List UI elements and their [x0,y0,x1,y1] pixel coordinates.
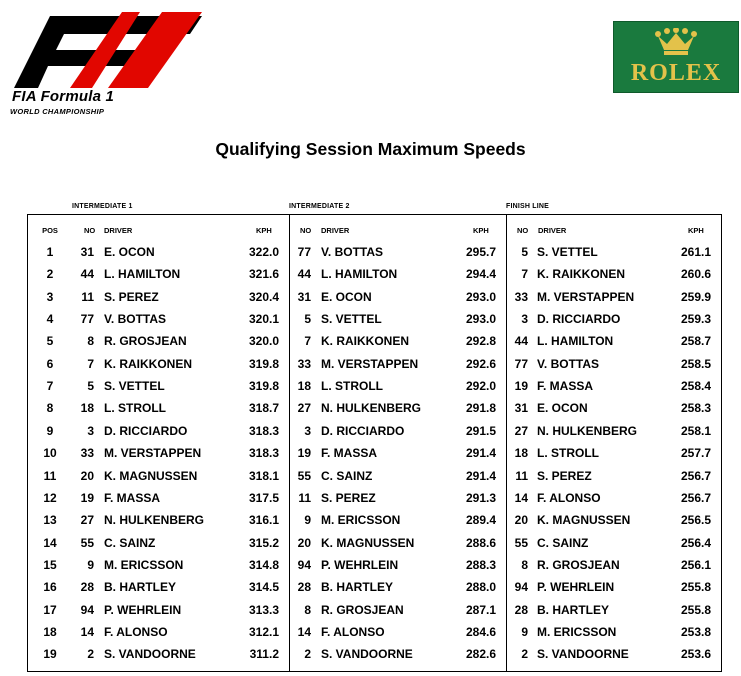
row-car-number: 7 [521,267,528,281]
row-kph: 317.5 [248,491,279,505]
row-driver: D. RICCIARDO [537,312,621,326]
row-kph: 282.6 [465,647,496,661]
row-car-number: 77 [514,357,528,371]
row-kph: 260.6 [680,267,711,281]
row-kph: 319.8 [248,379,279,393]
row-kph: 295.7 [465,245,496,259]
row-car-number: 11 [298,491,311,505]
row-driver: E. OCON [537,401,588,415]
row-driver: N. HULKENBERG [537,424,638,438]
row-car-number: 20 [297,536,311,550]
row-car-number: 5 [521,245,528,259]
header-driver-3: DRIVER [538,226,567,235]
row-driver: B. HARTLEY [321,580,393,594]
row-driver: N. HULKENBERG [321,401,422,415]
row-driver: F. MASSA [537,379,594,393]
row-driver: M. ERICSSON [537,625,617,639]
row-driver: K. MAGNUSSEN [321,536,415,550]
row-car-number: 8 [521,558,528,572]
row-kph: 255.8 [680,603,711,617]
row-position: 15 [43,558,57,572]
row-kph: 292.6 [465,357,496,371]
row-driver: F. MASSA [321,446,378,460]
row-car-number: 11 [81,290,94,304]
row-kph: 316.1 [248,513,279,527]
row-position: 9 [46,424,54,438]
row-position: 1 [46,245,54,259]
row-driver: S. PEREZ [321,491,376,505]
crown-icon [654,28,698,56]
table-divider-2 [506,214,507,671]
row-car-number: 11 [515,469,528,483]
row-driver: R. GROSJEAN [537,558,620,572]
row-kph: 318.3 [248,446,279,460]
f1-subtitle: WORLD CHAMPIONSHIP [10,107,105,116]
row-driver: L. HAMILTON [104,267,181,281]
row-car-number: 31 [297,290,311,304]
row-car-number: 8 [304,603,311,617]
row-kph: 293.0 [465,312,496,326]
row-kph: 258.1 [680,424,711,438]
row-kph: 256.5 [680,513,711,527]
row-driver: S. VETTEL [537,245,598,259]
header-kph-3: KPH [688,226,704,235]
row-kph: 258.5 [680,357,711,371]
row-car-number: 33 [514,290,528,304]
row-car-number: 28 [297,580,311,594]
row-car-number: 27 [514,424,528,438]
row-kph: 314.5 [248,580,279,594]
row-driver: P. WEHRLEIN [104,603,182,617]
row-kph: 258.7 [680,334,711,348]
row-car-number: 3 [87,424,94,438]
row-kph: 312.1 [248,625,279,639]
row-driver: L. HAMILTON [537,334,614,348]
row-kph: 291.8 [465,401,496,415]
row-kph: 288.3 [465,558,496,572]
row-driver: S. VANDOORNE [537,647,629,661]
row-driver: S. PEREZ [104,290,159,304]
row-car-number: 9 [521,625,528,639]
row-kph: 291.3 [465,491,496,505]
section-label-intermediate-2: INTERMEDIATE 2 [289,203,350,210]
row-car-number: 55 [297,469,311,483]
row-car-number: 9 [304,513,311,527]
row-car-number: 28 [80,580,94,594]
row-driver: D. RICCIARDO [321,424,405,438]
row-car-number: 14 [514,491,528,505]
row-car-number: 94 [80,603,94,617]
row-car-number: 14 [297,625,311,639]
row-driver: L. STROLL [104,401,166,415]
row-car-number: 77 [297,245,311,259]
row-kph: 320.4 [248,290,279,304]
header-no-1: NO [84,226,96,235]
row-car-number: 19 [297,446,311,460]
row-car-number: 28 [514,603,528,617]
row-driver: N. HULKENBERG [104,513,205,527]
row-driver: K. RAIKKONEN [537,267,626,281]
row-position: 7 [46,379,54,393]
f1-logo [8,12,198,116]
row-driver: S. VANDOORNE [104,647,196,661]
row-car-number: 77 [80,312,94,326]
row-position: 14 [43,536,57,550]
rolex-wordmark: ROLEX [630,60,722,86]
row-kph: 318.3 [248,424,279,438]
section-label-intermediate-1: INTERMEDIATE 1 [72,203,133,210]
row-car-number: 20 [80,469,94,483]
row-position: 16 [43,580,57,594]
header-kph-2: KPH [473,226,489,235]
row-driver: R. GROSJEAN [104,334,187,348]
row-kph: 293.0 [465,290,496,304]
row-car-number: 3 [521,312,528,326]
row-driver: L. STROLL [321,379,383,393]
row-kph: 315.2 [248,536,279,550]
row-position: 4 [46,312,54,326]
row-driver: M. ERICSSON [104,558,184,572]
row-car-number: 8 [87,334,94,348]
row-driver: P. WEHRLEIN [537,580,615,594]
row-kph: 320.1 [248,312,279,326]
row-kph: 259.3 [680,312,711,326]
row-kph: 314.8 [248,558,279,572]
row-car-number: 31 [80,245,94,259]
row-car-number: 44 [297,267,311,281]
row-kph: 291.5 [465,424,496,438]
page-title: Qualifying Session Maximum Speeds [215,139,526,159]
row-position: 19 [43,647,57,661]
row-driver: F. ALONSO [537,491,601,505]
row-kph: 258.4 [680,379,711,393]
row-car-number: 5 [304,312,311,326]
row-driver: M. VERSTAPPEN [321,357,419,371]
row-driver: S. VETTEL [104,379,165,393]
row-car-number: 9 [87,558,94,572]
row-driver: M. VERSTAPPEN [537,290,635,304]
row-driver: F. ALONSO [321,625,385,639]
row-car-number: 94 [297,558,311,572]
row-driver: B. HARTLEY [104,580,176,594]
row-kph: 256.4 [680,536,711,550]
row-kph: 318.1 [248,469,279,483]
row-driver: V. BOTTAS [537,357,600,371]
row-driver: D. RICCIARDO [104,424,188,438]
row-position: 6 [46,357,54,371]
row-driver: S. PEREZ [537,469,592,483]
table-divider-1 [289,214,290,671]
row-kph: 288.0 [465,580,496,594]
f1-name: FIA Formula 1 [12,88,115,105]
row-driver: R. GROSJEAN [321,603,404,617]
row-car-number: 3 [304,424,311,438]
section-label-finish-line: FINISH LINE [506,203,550,210]
row-kph: 257.7 [680,446,711,460]
row-kph: 287.1 [465,603,496,617]
header-no-2: NO [300,226,312,235]
row-kph: 289.4 [465,513,496,527]
row-driver: F. ALONSO [104,625,168,639]
row-car-number: 2 [521,647,528,661]
row-kph: 313.3 [248,603,279,617]
row-kph: 322.0 [248,245,279,259]
row-kph: 291.4 [465,446,496,460]
row-position: 17 [43,603,57,617]
row-car-number: 27 [297,401,311,415]
row-driver: K. RAIKKONEN [321,334,410,348]
row-car-number: 7 [87,357,94,371]
row-position: 8 [46,401,54,415]
header-kph-1: KPH [256,226,272,235]
row-car-number: 33 [80,446,94,460]
row-position: 2 [46,267,54,281]
table-border-right [721,214,722,671]
row-driver: F. MASSA [104,491,161,505]
row-kph: 292.0 [465,379,496,393]
row-kph: 259.9 [680,290,711,304]
row-car-number: 31 [514,401,528,415]
row-kph: 253.8 [680,625,711,639]
row-car-number: 20 [514,513,528,527]
row-kph: 292.8 [465,334,496,348]
row-kph: 311.2 [249,647,279,661]
row-car-number: 44 [80,267,94,281]
row-driver: M. ERICSSON [321,513,401,527]
row-car-number: 18 [80,401,94,415]
row-position: 3 [46,290,54,304]
row-driver: P. WEHRLEIN [321,558,399,572]
row-kph: 291.4 [465,469,496,483]
row-car-number: 19 [514,379,528,393]
row-driver: S. VETTEL [321,312,382,326]
row-car-number: 94 [514,580,528,594]
row-kph: 284.6 [465,625,496,639]
row-position: 13 [43,513,57,527]
row-kph: 258.3 [680,401,711,415]
row-driver: K. RAIKKONEN [104,357,193,371]
row-kph: 318.7 [248,401,279,415]
row-driver: V. BOTTAS [104,312,167,326]
row-driver: L. HAMILTON [321,267,398,281]
row-kph: 321.6 [248,267,279,281]
row-driver: C. SAINZ [537,536,589,550]
row-driver: S. VANDOORNE [321,647,413,661]
row-car-number: 55 [80,536,94,550]
row-kph: 255.8 [680,580,711,594]
row-car-number: 55 [514,536,528,550]
row-position: 10 [43,446,57,460]
row-car-number: 27 [80,513,94,527]
row-kph: 256.1 [680,558,711,572]
row-driver: K. MAGNUSSEN [104,469,198,483]
row-driver: L. STROLL [537,446,599,460]
page-header [0,0,741,120]
row-kph: 261.1 [680,245,711,259]
row-position: 11 [43,469,57,483]
row-position: 12 [43,491,57,505]
row-car-number: 18 [514,446,528,460]
row-car-number: 33 [297,357,311,371]
row-position: 18 [43,625,57,639]
row-kph: 253.6 [680,647,711,661]
row-car-number: 19 [80,491,94,505]
row-kph: 319.8 [248,357,279,371]
row-car-number: 14 [80,625,94,639]
row-driver: M. VERSTAPPEN [104,446,202,460]
row-position: 5 [46,334,54,348]
row-kph: 288.6 [465,536,496,550]
row-kph: 256.7 [680,491,711,505]
row-driver: C. SAINZ [104,536,156,550]
row-driver: C. SAINZ [321,469,373,483]
row-car-number: 2 [304,647,311,661]
f1-logo-icon [12,12,202,90]
row-driver: K. MAGNUSSEN [537,513,631,527]
row-car-number: 5 [87,379,94,393]
row-car-number: 7 [304,334,311,348]
row-kph: 294.4 [465,267,496,281]
row-driver: E. OCON [321,290,372,304]
row-driver: B. HARTLEY [537,603,609,617]
rolex-logo [613,21,739,93]
row-car-number: 18 [297,379,311,393]
row-car-number: 2 [87,647,94,661]
row-kph: 320.0 [248,334,279,348]
row-driver: V. BOTTAS [321,245,384,259]
row-car-number: 44 [514,334,528,348]
row-driver: E. OCON [104,245,155,259]
header-no-3: NO [517,226,529,235]
header-pos: POS [42,226,58,235]
row-kph: 256.7 [680,469,711,483]
header-driver-2: DRIVER [321,226,350,235]
header-driver-1: DRIVER [104,226,133,235]
